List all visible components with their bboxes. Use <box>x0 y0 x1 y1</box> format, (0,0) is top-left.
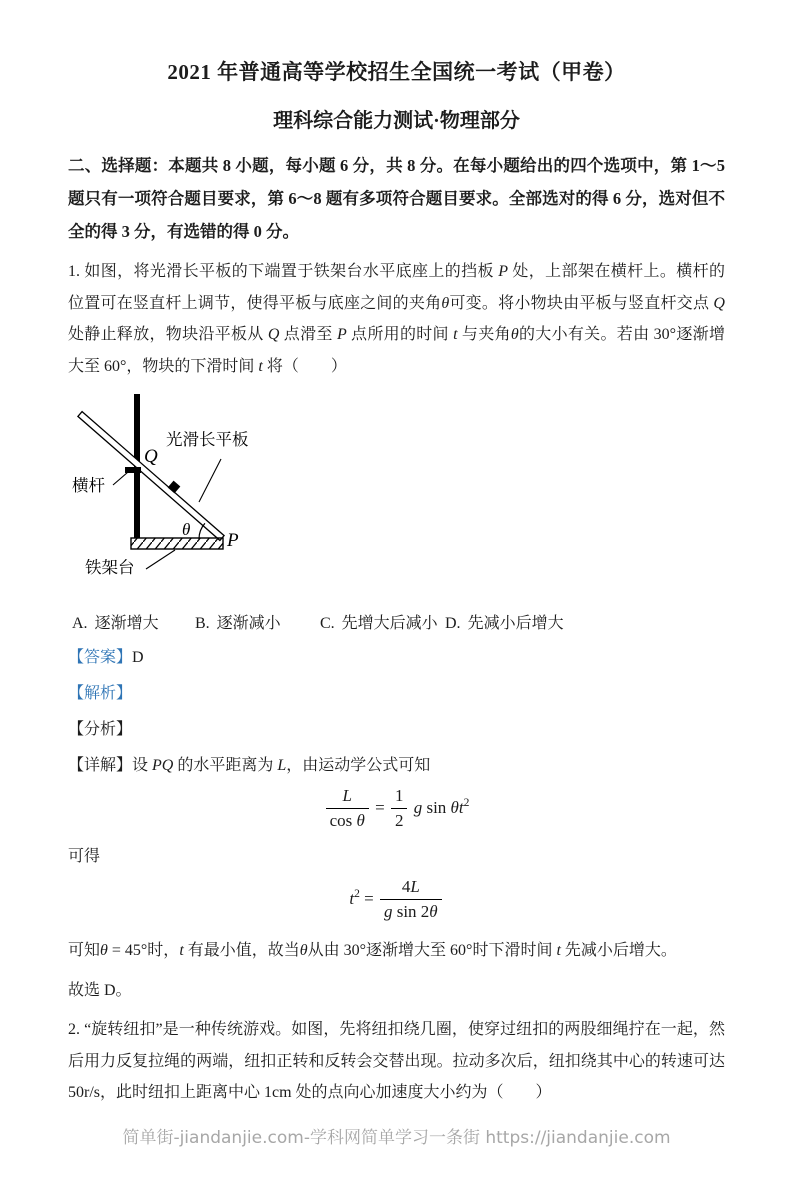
stand-leader-line <box>146 550 175 569</box>
conclusion-line: 可知θ = 45°时，t 有最小值，故当θ从由 30°逐渐增大至 60°时下滑时间 t 先减小后增大。 <box>68 941 677 959</box>
option-a-text: 逐渐增大 <box>94 615 159 632</box>
formula-1: $\frac{L}{\text{cos θ}}$ = $\frac{1}{2}$ g $\sin \theta t^2$ <box>68 786 725 832</box>
option-d-label: D. <box>445 615 461 632</box>
answer-label: 【答案】 <box>68 649 133 666</box>
stand-plank-diagram <box>62 388 314 593</box>
crossbar-label: 横杆 <box>72 476 105 495</box>
exam-page <box>0 56 793 1109</box>
plank-leader-line <box>199 459 221 502</box>
choice-line: 故选 D。 <box>68 982 132 1000</box>
option-b <box>195 610 320 633</box>
option-b-label: B. <box>195 615 210 632</box>
jiexi-line <box>68 683 725 705</box>
stand-label: 铁架台 <box>85 558 135 577</box>
stand-base <box>131 538 223 549</box>
option-b-text: 逐渐减小 <box>216 615 281 632</box>
detail-line: 【详解】设 PQ 的水平距离为 L，由运动学公式可知 <box>68 757 431 774</box>
fenxi-label: 【分析】 <box>68 721 133 738</box>
footer-watermark: 简单街-jiandanjie.com-学科网简单学习一条街 https://jiandanjie.com <box>122 1128 671 1148</box>
question-1-stem: 1. 如图，将光滑长平板的下端置于铁架台水平底座上的挡板 P 处，上部架在横杆上。横杆的位置可在竖直杆上调节，使得平板与底座之间的夹角θ可变。将小物块由平板与竖直杆交点 Q 处静止释放，物块沿平板从 Q 点滑至 P 点所用的时间 t 与夹角θ的大小有关。若由 30°逐渐增大至 60°，物块的下滑时间 t 将（ ） <box>68 263 725 375</box>
answer-line <box>68 647 725 669</box>
point-p-label: P <box>227 530 239 551</box>
option-c <box>320 610 445 633</box>
point-q-label: Q <box>144 446 158 467</box>
option-c-label: C. <box>320 615 335 632</box>
page-title: 2021 年普通高等学校招生全国统一考试（甲卷） <box>167 60 626 84</box>
plank-label: 光滑长平板 <box>166 430 249 449</box>
question-1-diagram <box>62 388 725 598</box>
jiexi-label: 【解析】 <box>68 685 133 702</box>
theta-label: θ <box>182 520 191 539</box>
option-a <box>72 610 195 633</box>
kede-line: 可得 <box>68 847 101 865</box>
crossbar-leader-line <box>113 472 128 485</box>
answer-value: D <box>132 649 144 666</box>
question-2-stem: 2. “旋转纽扣”是一种传统游戏。如图，先将纽扣绕几圈，使穿过纽扣的两股细绳拧在一起，然后用力反复拉绳的两端，纽扣正转和反转会交替出现。拉动多次后，纽扣绕其中心的转速可达 50r/s，此时纽扣上距离中心 1cm 处的点向心加速度大小约为（ ） <box>68 1021 725 1102</box>
formula-2: $t^2$ = $\frac{4L}{\text{g sin 2θ}}$ <box>68 877 725 923</box>
option-a-label: A. <box>72 615 88 632</box>
option-c-text: 先增大后减小 <box>341 615 438 632</box>
option-d <box>445 610 564 633</box>
q1-options <box>68 610 725 633</box>
option-d-text: 先减小后增大 <box>467 615 564 632</box>
fenxi-line <box>68 719 725 741</box>
page-subtitle: 理科综合能力测试·物理部分 <box>273 110 520 132</box>
section-instructions: 二、选择题：本题共 8 小题，每小题 6 分，共 8 分。在每小题给出的四个选项中，第 1～5 题只有一项符合题目要求，第 6～8 题有多项符合题目要求。全部选对的得 6 分，选对但不全的得 3 分，有选错的得 0 分。 <box>68 156 726 241</box>
